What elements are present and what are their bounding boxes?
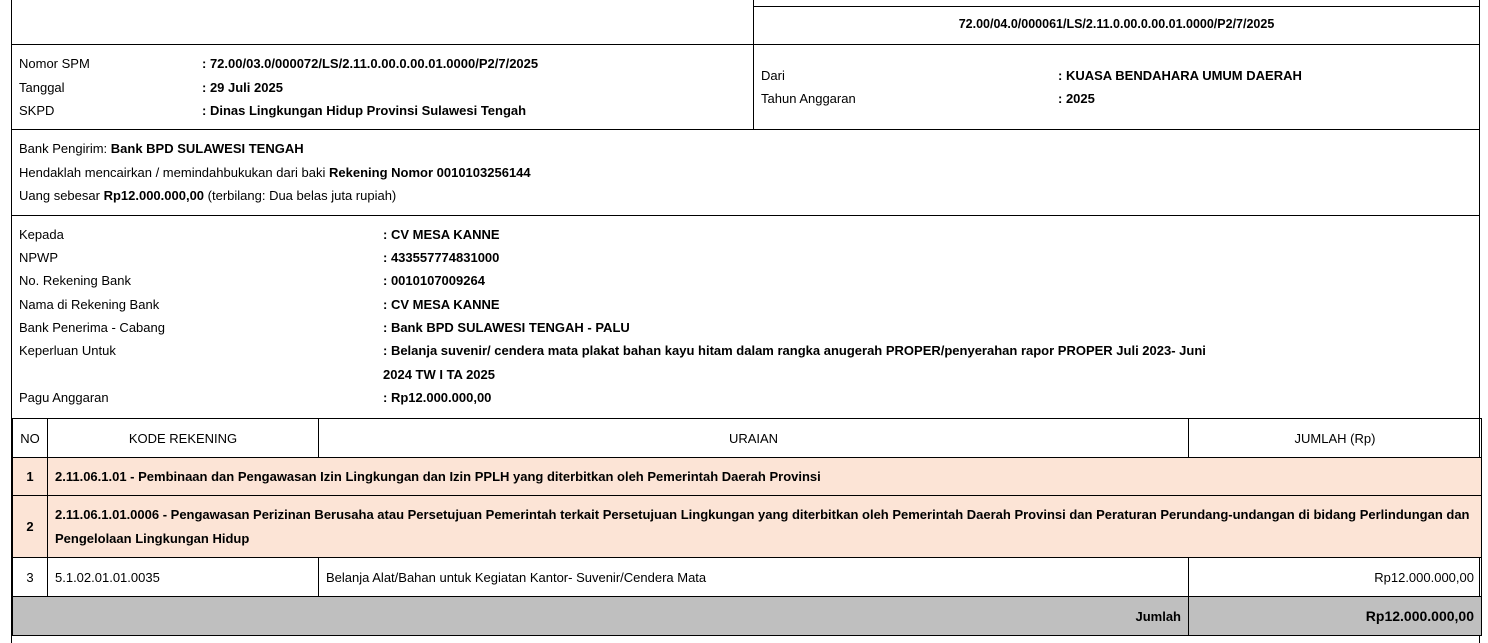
header-kode-rekening: KODE REKENING: [48, 419, 319, 458]
dari-value: : KUASA BENDAHARA UMUM DAERAH: [1058, 68, 1302, 83]
bank-pengirim-line: [19, 141, 304, 156]
rekening-nomor-value: Rekening Nomor 0010103256144: [329, 165, 531, 180]
bank-pengirim-value: Bank BPD SULAWESI TENGAH: [110, 141, 304, 156]
header-no: NO: [13, 419, 48, 458]
bank-penerima-value: : Bank BPD SULAWESI TENGAH - PALU: [383, 320, 630, 335]
spm-tanggal-value: : 29 Juli 2025: [202, 80, 283, 95]
kepada-value: : CV MESA KANNE: [383, 227, 500, 242]
nama-rekening-label: Nama di Rekening Bank: [19, 297, 160, 312]
sp2d-document: [11, 0, 1480, 643]
uang-label: Uang sebesar: [19, 188, 104, 203]
spm-skpd-label: SKPD: [19, 103, 55, 118]
kepada-label: Kepada: [19, 227, 64, 242]
instruction-text: Hendaklah mencairkan / memindahbukukan dari baki: [19, 165, 330, 180]
row-number: 2: [13, 496, 48, 558]
pagu-anggaran-label: Pagu Anggaran: [19, 390, 109, 405]
table-row: [13, 496, 1482, 558]
bank-penerima-label: Bank Penerima - Cabang: [19, 320, 165, 335]
dari-label: Dari: [761, 68, 785, 83]
table-row: [13, 558, 1482, 597]
spm-nomor-value: : 72.00/03.0/000072/LS/2.11.0.00.0.00.01.0000/P2/7/2025: [202, 56, 539, 71]
bank-section: [12, 130, 1479, 216]
row-number: 1: [13, 458, 48, 496]
rekening-instruction-line: [19, 165, 531, 180]
row-kode-rekening: 5.1.02.01.01.0035: [48, 558, 319, 597]
spm-tanggal-label: Tanggal: [19, 80, 65, 95]
keperluan-value-line2: 2024 TW I TA 2025: [383, 367, 495, 382]
table-row: [13, 458, 1482, 496]
header-jumlah: JUMLAH (Rp): [1189, 419, 1482, 458]
row-program-text: 2.11.06.1.01 - Pembinaan dan Pengawasan Izin Lingkungan dan Izin PPLH yang diterbitkan oleh Pemerintah Daerah Provinsi: [48, 458, 1482, 496]
spm-info-section: [12, 45, 1479, 130]
no-rekening-value: : 0010107009264: [383, 273, 485, 288]
uang-sebesar-line: [19, 188, 396, 203]
spm-skpd-value: : Dinas Lingkungan Hidup Provinsi Sulawesi Tengah: [202, 103, 527, 118]
table-header-row: [13, 419, 1482, 458]
keperluan-label: Keperluan Untuk: [19, 343, 116, 358]
header-uraian: URAIAN: [319, 419, 1189, 458]
bank-pengirim-label: Bank Pengirim:: [19, 141, 111, 156]
npwp-label: NPWP: [19, 250, 58, 265]
row-jumlah: Rp12.000.000,00: [1189, 558, 1482, 597]
uang-value: Rp12.000.000,00: [103, 188, 205, 203]
recipient-section: [12, 216, 1479, 418]
row-activity-text: 2.11.06.1.01.0006 - Pengawasan Perizinan Berusaha atau Persetujuan Pemerintah terkait Persetujuan Lingkungan yang diterbitkan oleh Pemerintah Daerah Provinsi dan Peraturan Perundang-undangan di bidang Perlindungan dan Pengelolaan Lingkungan Hidup: [48, 496, 1482, 558]
pagu-anggaran-value: : Rp12.000.000,00: [383, 390, 492, 405]
tahun-anggaran-label: Tahun Anggaran: [761, 91, 856, 106]
total-row: [13, 597, 1482, 636]
total-label: Jumlah: [13, 597, 1189, 636]
npwp-value: : 433557774831000: [383, 250, 500, 265]
document-header-row: [12, 0, 1479, 45]
sp2d-number: 72.00/04.0/000061/LS/2.11.0.00.0.00.01.0000/P2/7/2025: [958, 17, 1275, 31]
row-uraian: Belanja Alat/Bahan untuk Kegiatan Kantor- Suvenir/Cendera Mata: [319, 558, 1189, 597]
spm-nomor-label: Nomor SPM: [19, 56, 90, 71]
no-rekening-label: No. Rekening Bank: [19, 273, 132, 288]
tahun-anggaran-value: : 2025: [1058, 91, 1095, 106]
expenditure-table: [12, 418, 1482, 636]
keperluan-value-line1: : Belanja suvenir/ cendera mata plakat bahan kayu hitam dalam rangka anugerah PROPER/penyerahan rapor PROPER Juli 2023- Juni: [383, 343, 1206, 358]
terbilang-text: (terbilang: Dua belas juta rupiah): [204, 188, 397, 203]
nama-rekening-value: : CV MESA KANNE: [383, 297, 500, 312]
row-number: 3: [13, 558, 48, 597]
total-value: Rp12.000.000,00: [1189, 597, 1482, 636]
